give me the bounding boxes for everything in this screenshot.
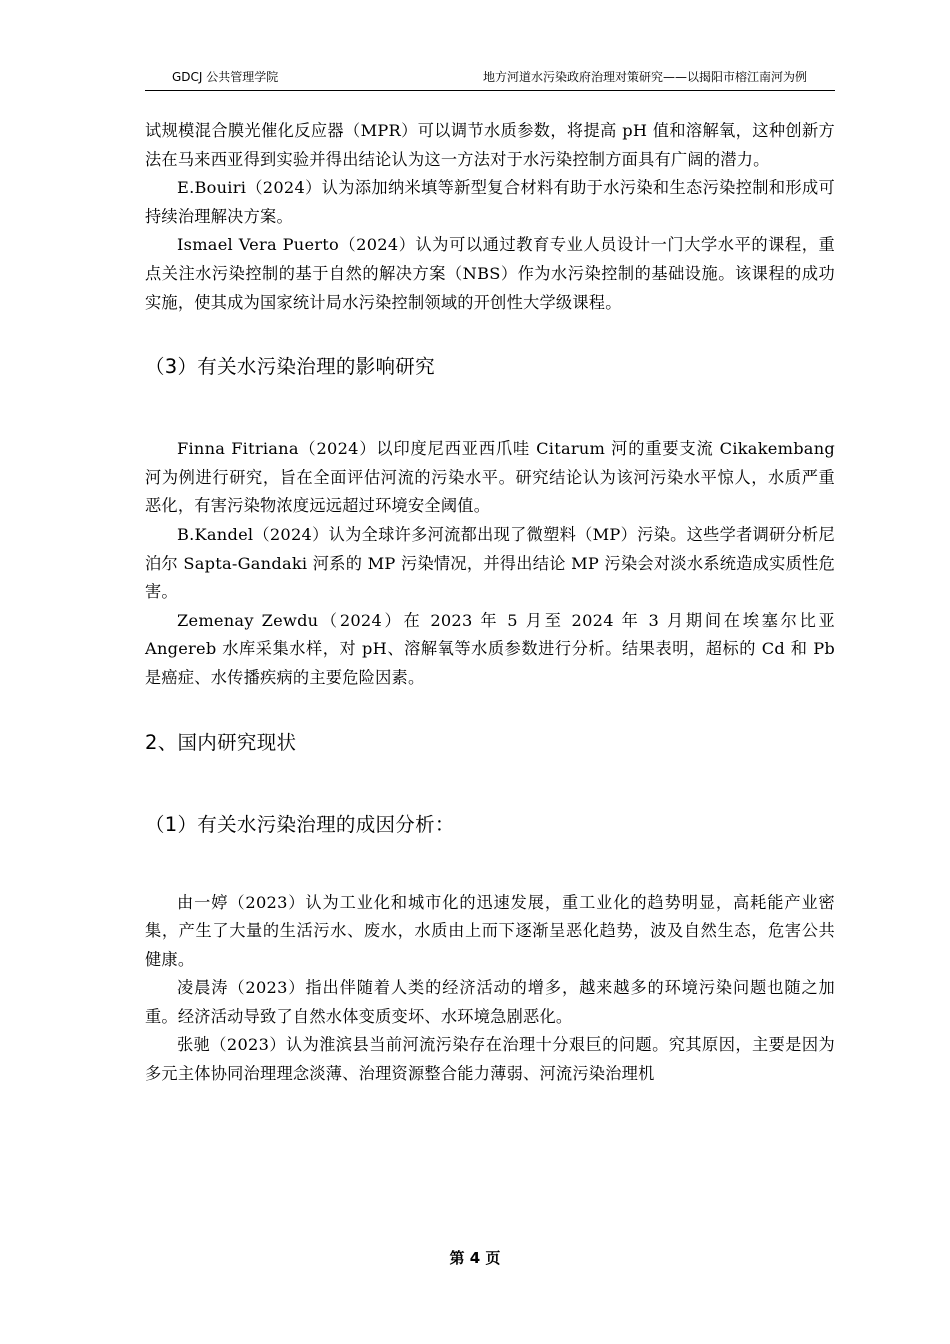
paragraph-ling-chentao: 凌晨涛（2023）指出伴随着人类的经济活动的增多，越来越多的环境污染问题也随之加重。经济活动导致了自然水体变质变坏、水环境急剧恶化。: [145, 978, 835, 1026]
paragraph-zhang-chi: 张驰（2023）认为淮滨县当前河流污染存在治理十分艰巨的问题。究其原因，主要是因为多元主体协同治理理念淡薄、治理资源整合能力薄弱、河流污染治理机: [145, 1035, 835, 1084]
header-paper-title: 地方河道水污染政府治理对策研究——以揭阳市榕江南河为例: [482, 70, 807, 84]
section-heading-cause-analysis: （1）有关水污染治理的成因分析：: [145, 812, 455, 836]
section-heading-impact-research: （3）有关水污染治理的影响研究: [145, 355, 435, 379]
page-number: 第 4 页: [449, 1249, 501, 1267]
paragraph-zewdu: Zemenay Zewdu（2024）在 2023 年 5 月至 2024 年 3 月期间在埃塞尔比亚 Angereb 水库采集水样，对 pH、溶解氧等水质参数进行分析。结果表明，超标的 Cd 和 Pb 是癌症、水传播疾病的主要危险因素。: [145, 610, 835, 687]
paragraph-mpr-reactor: 试规模混合膜光催化反应器（MPR）可以调节水质参数，将提高 pH 值和溶解氧，这种创新方法在马来西亚得到实验并得出结论认为这一方法对于水污染控制方面具有广阔的潜力。: [145, 121, 835, 169]
paragraph-fitriana: Finna Fitriana（2024）以印度尼西亚西爪哇 Citarum 河的重要支流 Cikakembang 河为例进行研究，旨在全面评估河流的污染水平。研究结论认为该河污染水平惊人，水质严重恶化，有害污染物浓度远远超过环境安全阈值。: [145, 439, 835, 516]
paragraph-vera-puerto: Ismael Vera Puerto（2024）认为可以通过教育专业人员设计一门大学水平的课程，重点关注水污染控制的基于自然的解决方案（NBS）作为水污染控制的基础设施。该课程的成功实施，使其成为国家统计局水污染控制领域的开创性大学级课程。: [145, 235, 835, 312]
header-institution: GDCJ 公共管理学院: [172, 70, 279, 84]
section-heading-domestic-status: 2、国内研究现状: [145, 730, 297, 754]
paragraph-you-yiting: 由一婷（2023）认为工业化和城市化的迅速发展，重工业化的趋势明显，高耗能产业密集，产生了大量的生活污水、废水，水质由上而下逐渐呈恶化趋势，波及自然生态，危害公共健康。: [145, 892, 835, 969]
page-header: [145, 68, 835, 91]
page-body: [145, 117, 835, 1089]
paragraph-kandel: B.Kandel（2024）认为全球许多河流都出现了微塑料（MP）污染。这些学者调研分析尼泊尔 Sapta-Gandaki 河系的 MP 污染情况，并得出结论 MP 污染会对淡水系统造成实质性危害。: [145, 524, 835, 602]
paragraph-bouiri: E.Bouiri（2024）认为添加纳米填等新型复合材料有助于水污染和生态污染控制和形成可持续治理解决方案。: [145, 178, 835, 226]
